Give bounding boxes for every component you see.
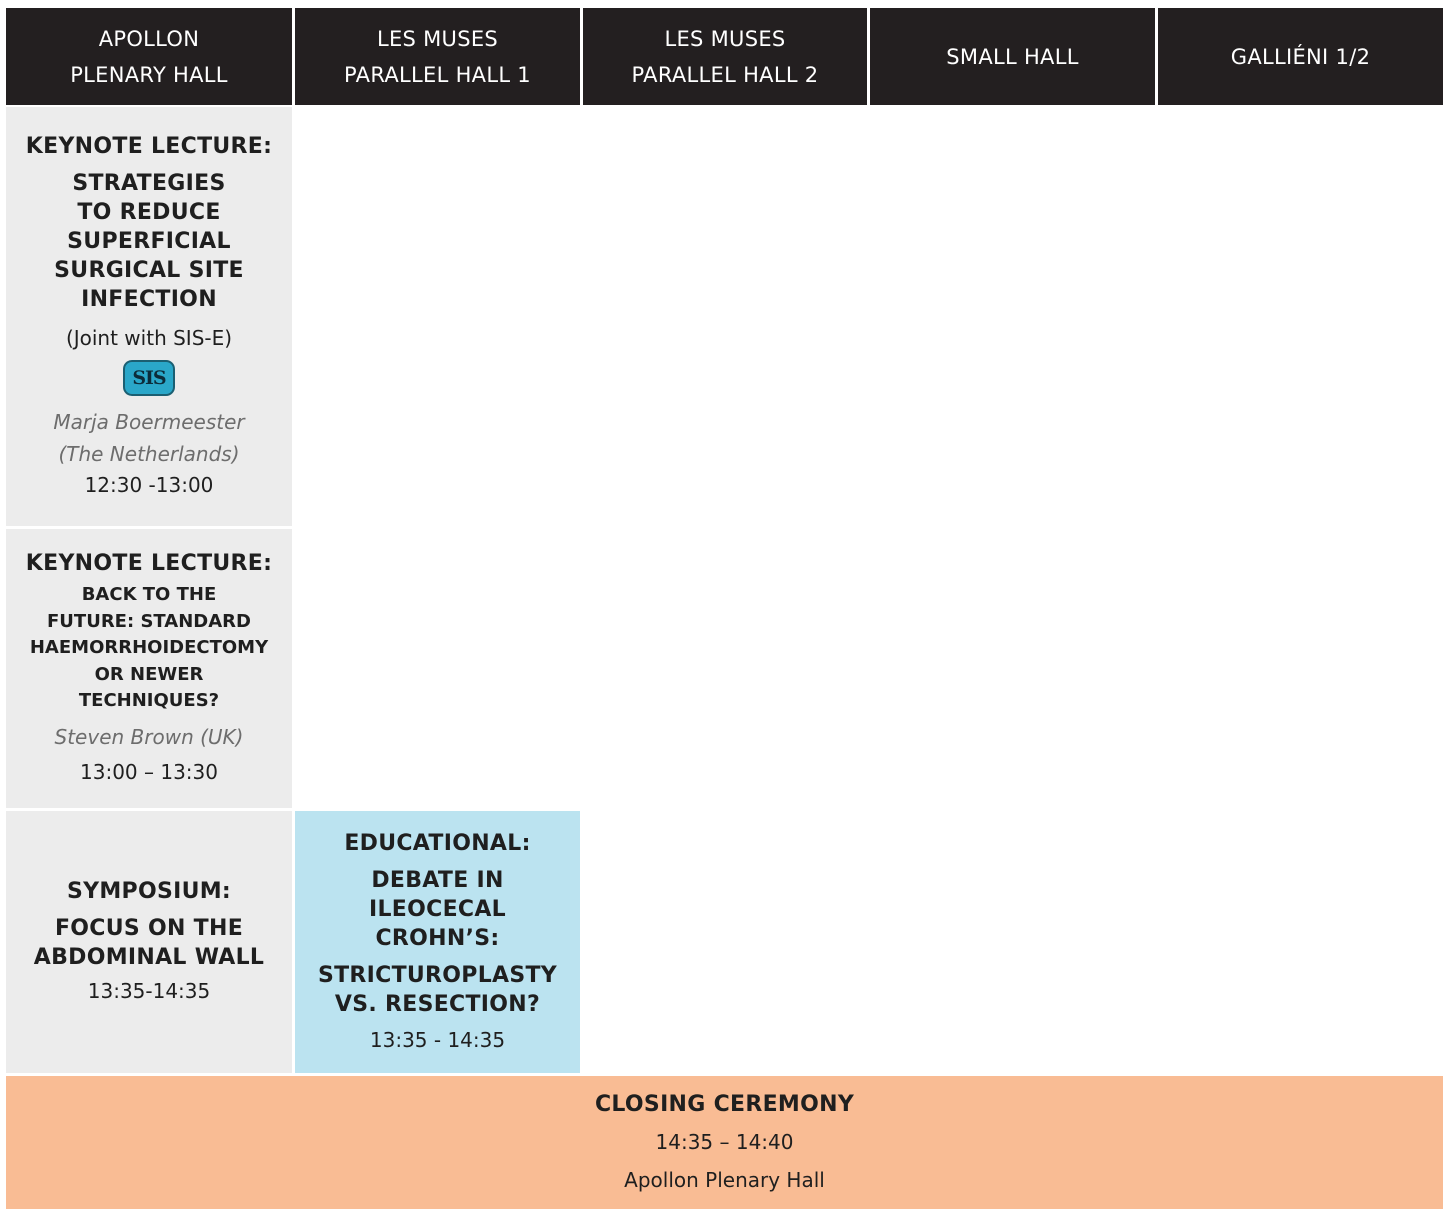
title-line: BACK TO THE bbox=[81, 584, 217, 606]
session-subtitle bbox=[318, 961, 557, 1019]
session-type: KEYNOTE LECTURE: bbox=[25, 551, 273, 577]
hall-name-line2: PARALLEL HALL 2 bbox=[631, 62, 819, 87]
speaker-name: Steven Brown (UK) bbox=[54, 724, 244, 749]
session-time: 14:35 – 14:40 bbox=[655, 1129, 794, 1154]
title-line: DEBATE IN bbox=[371, 867, 504, 893]
title-line: CROHN’S: bbox=[375, 925, 500, 951]
session-title bbox=[30, 582, 268, 715]
session-type: EDUCATIONAL: bbox=[344, 830, 531, 856]
title-line: FOCUS ON THE bbox=[54, 916, 244, 941]
hall-header-les-muses-2 bbox=[583, 8, 867, 105]
session-keynote-haemorrhoidectomy bbox=[6, 529, 292, 808]
session-type: KEYNOTE LECTURE: bbox=[25, 134, 273, 159]
title-line: TO REDUCE bbox=[77, 200, 221, 225]
session-time: 13:35-14:35 bbox=[87, 979, 211, 1003]
hall-header-gallieni bbox=[1158, 8, 1443, 105]
title-line: ILEOCECAL bbox=[369, 896, 506, 922]
session-time: 12:30 -13:00 bbox=[84, 473, 214, 497]
session-title bbox=[54, 169, 244, 314]
title-line: SUPERFICIAL bbox=[67, 229, 231, 254]
session-title bbox=[369, 866, 506, 953]
sis-logo-icon bbox=[123, 360, 175, 396]
hall-header-small-hall bbox=[870, 8, 1155, 105]
speaker-line: Marja Boermeester bbox=[53, 410, 245, 434]
title-line: INFECTION bbox=[81, 287, 217, 312]
speaker-line: (The Netherlands) bbox=[58, 442, 240, 466]
session-time: 13:35 - 14:35 bbox=[369, 1027, 506, 1052]
hall-header-les-muses-1 bbox=[295, 8, 580, 105]
title-line: VS. RESECTION? bbox=[334, 991, 541, 1017]
hall-name-line1: LES MUSES bbox=[376, 26, 499, 51]
title-line: OR NEWER bbox=[94, 663, 204, 685]
hall-name-line1: APOLLON bbox=[98, 26, 200, 51]
title-line: TECHNIQUES? bbox=[78, 690, 220, 712]
hall-name-line1: GALLIÉNI 1/2 bbox=[1230, 44, 1371, 69]
title-line: HAEMORRHOIDECTOMY bbox=[29, 637, 269, 659]
joint-note: (Joint with SIS-E) bbox=[65, 326, 233, 350]
session-location: Apollon Plenary Hall bbox=[624, 1167, 825, 1192]
session-symposium-abdominal-wall bbox=[6, 811, 292, 1073]
session-educational-crohns bbox=[295, 811, 580, 1073]
hall-name-line1: SMALL HALL bbox=[946, 44, 1079, 69]
session-type: CLOSING CEREMONY bbox=[594, 1091, 855, 1117]
title-line: ABDOMINAL WALL bbox=[33, 945, 265, 970]
session-time: 13:00 – 13:30 bbox=[80, 759, 218, 784]
session-keynote-ssi bbox=[6, 107, 292, 526]
hall-name-line1: LES MUSES bbox=[664, 26, 786, 51]
hall-header-apollon bbox=[6, 8, 292, 105]
session-title bbox=[34, 914, 265, 972]
hall-name-line2: PARALLEL HALL 1 bbox=[344, 62, 531, 87]
title-line: STRATEGIES bbox=[72, 171, 226, 196]
title-line: STRICTUROPLASTY bbox=[317, 962, 558, 988]
title-line: SURGICAL SITE bbox=[54, 258, 244, 283]
sis-logo-text: SIS bbox=[132, 367, 166, 389]
hall-name-line2: PLENARY HALL bbox=[70, 62, 228, 87]
title-line: FUTURE: STANDARD bbox=[47, 610, 251, 632]
session-closing-ceremony bbox=[6, 1076, 1443, 1209]
session-type: SYMPOSIUM: bbox=[66, 879, 232, 904]
speaker-name bbox=[53, 406, 244, 470]
